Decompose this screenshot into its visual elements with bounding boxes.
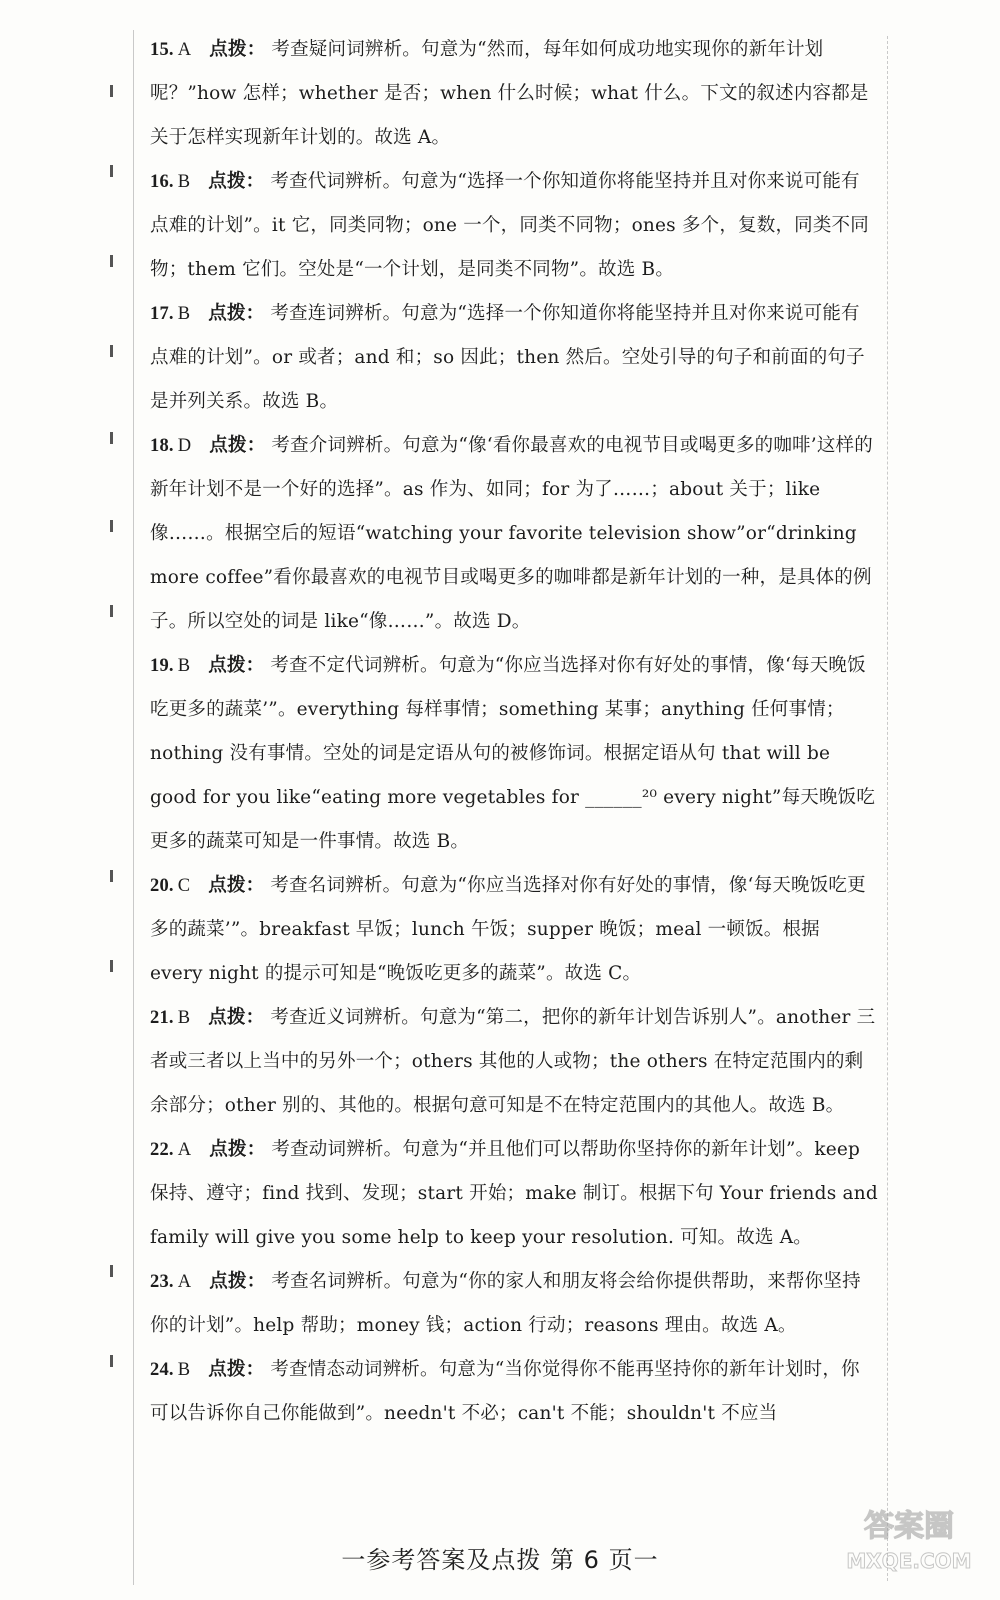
binding-mark [110, 165, 113, 177]
answer-letter: C [177, 876, 191, 896]
binding-mark [110, 1265, 113, 1277]
hint-label: 点拨： [209, 1271, 266, 1292]
explanation-text: 考查不定代词辨析。句意为“你应当选择对你有好处的事情，像‘每天晚饭吃更多的蔬菜’”。everything 每样事情；something 某事；anything 任何事情；nothing 没有事情。空处的词是定语从句的被修饰词。根据定语从句 that will be good for you like“eating more vegetables for ______²⁰ every night”每天晚饭吃更多的蔬菜可知是一件事情。故选 B。 [150, 655, 876, 852]
explanation-text: 考查代词辨析。句意为“选择一个你知道你将能坚持并且对你来说可能有点难的计划”。it 它，同类同物；one 一个，同类不同物；ones 多个，复数，同类不同物；them 它们。空处是“一个计划，是同类不同物”。故选 B。 [150, 171, 869, 280]
question-number: 24. [150, 1360, 174, 1380]
question-number: 18. [150, 436, 174, 456]
answer-letter: A [177, 40, 192, 60]
page-footer: 一参考答案及点拨 第 6 页一 [341, 1546, 659, 1574]
hint-label: 点拨： [208, 1007, 265, 1028]
answer-entry-21 [150, 996, 878, 1128]
binding-mark [110, 255, 113, 267]
hint-label: 点拨： [208, 875, 265, 896]
question-number: 16. [150, 172, 174, 192]
answer-letter: B [177, 172, 191, 192]
answer-entry-17 [150, 292, 878, 424]
explanation-text: 考查情态动词辨析。句意为“当你觉得你不能再坚持你的新年计划时，你可以告诉你自己你能做到”。needn't 不必；can't 不能；shouldn't 不应当 [150, 1359, 860, 1424]
question-number: 21. [150, 1008, 174, 1028]
answer-letter: B [177, 304, 191, 324]
answer-letter: B [177, 1008, 191, 1028]
right-margin-rule [887, 36, 888, 1581]
question-number: 23. [150, 1272, 174, 1292]
answer-entry-20 [150, 864, 878, 996]
watermark-logo [834, 1500, 984, 1580]
answer-entry-15 [150, 28, 878, 160]
answer-entry-19 [150, 644, 878, 864]
hint-label: 点拨： [208, 1359, 265, 1380]
binding-mark [110, 520, 113, 532]
explanation-text: 考查介词辨析。句意为“像‘看你最喜欢的电视节目或喝更多的咖啡’这样的新年计划不是一个好的选择”。as 作为、如同；for 为了……；about 关于；like 像……。根据空后的短语“watching your favorite television show”or“drinking more coffee”看你最喜欢的电视节目或喝更多的咖啡都是新年计划的一种，是具体的例子。所以空处的词是 like“像……”。故选 D。 [150, 435, 873, 632]
binding-mark [110, 870, 113, 882]
binding-mark [110, 1355, 113, 1367]
question-number: 17. [150, 304, 174, 324]
question-number: 22. [150, 1140, 174, 1160]
answer-letter: A [177, 1272, 192, 1292]
binding-mark [110, 432, 113, 444]
answer-entry-23 [150, 1260, 878, 1348]
binding-mark [110, 85, 113, 97]
question-number: 20. [150, 876, 174, 896]
binding-mark [110, 605, 113, 617]
watermark-text: 答案圈 [864, 1509, 954, 1544]
left-margin-rule [133, 30, 134, 1585]
question-number: 15. [150, 40, 174, 60]
explanation-text: 考查疑问词辨析。句意为“然而，每年如何成功地实现你的新年计划呢？”how 怎样；whether 是否；when 什么时候；what 什么。下文的叙述内容都是关于怎样实现新年计划的。故选 A。 [150, 39, 869, 148]
binding-mark [110, 960, 113, 972]
hint-label: 点拨： [209, 1139, 266, 1160]
answer-letter: B [177, 656, 191, 676]
hint-label: 点拨： [208, 655, 265, 676]
explanation-text: 考查动词辨析。句意为“并且他们可以帮助你坚持你的新年计划”。keep 保持、遵守；find 找到、发现；start 开始；make 制订。根据下句 Your friends and family will give you some help to keep your resolution. 可知。故选 A。 [150, 1139, 878, 1248]
question-number: 19. [150, 656, 174, 676]
answer-entry-24 [150, 1348, 878, 1436]
hint-label: 点拨： [209, 435, 266, 456]
answer-entry-16 [150, 160, 878, 292]
answer-letter: A [177, 1140, 192, 1160]
hint-label: 点拨： [209, 39, 266, 60]
explanation-text: 考查连词辨析。句意为“选择一个你知道你将能坚持并且对你来说可能有点难的计划”。or 或者；and 和；so 因此；then 然后。空处引导的句子和前面的句子是并列关系。故选 B。 [150, 303, 865, 412]
binding-mark [110, 345, 113, 357]
hint-label: 点拨： [208, 171, 265, 192]
hint-label: 点拨： [208, 303, 265, 324]
explanation-text: 考查名词辨析。句意为“你的家人和朋友将会给你提供帮助，来帮你坚持你的计划”。help 帮助；money 钱；action 行动；reasons 理由。故选 A。 [150, 1271, 861, 1336]
answer-list [150, 28, 878, 1436]
explanation-text: 考查近义词辨析。句意为“第二，把你的新年计划告诉别人”。another 三者或三者以上当中的另外一个；others 其他的人或物；the others 在特定范围内的剩余部分；other 别的、其他的。根据句意可知是不在特定范围内的其他人。故选 B。 [150, 1007, 876, 1116]
explanation-text: 考查名词辨析。句意为“你应当选择对你有好处的事情，像‘每天晚饭吃更多的蔬菜’”。breakfast 早饭；lunch 午饭；supper 晚饭；meal 一顿饭。根据 every night 的提示可知是“晚饭吃更多的蔬菜”。故选 C。 [150, 875, 866, 984]
answer-entry-22 [150, 1128, 878, 1260]
watermark-url: MXQE.COM [846, 1549, 972, 1573]
answer-letter: D [177, 436, 192, 456]
answer-entry-18 [150, 424, 878, 644]
answer-letter: B [177, 1360, 191, 1380]
